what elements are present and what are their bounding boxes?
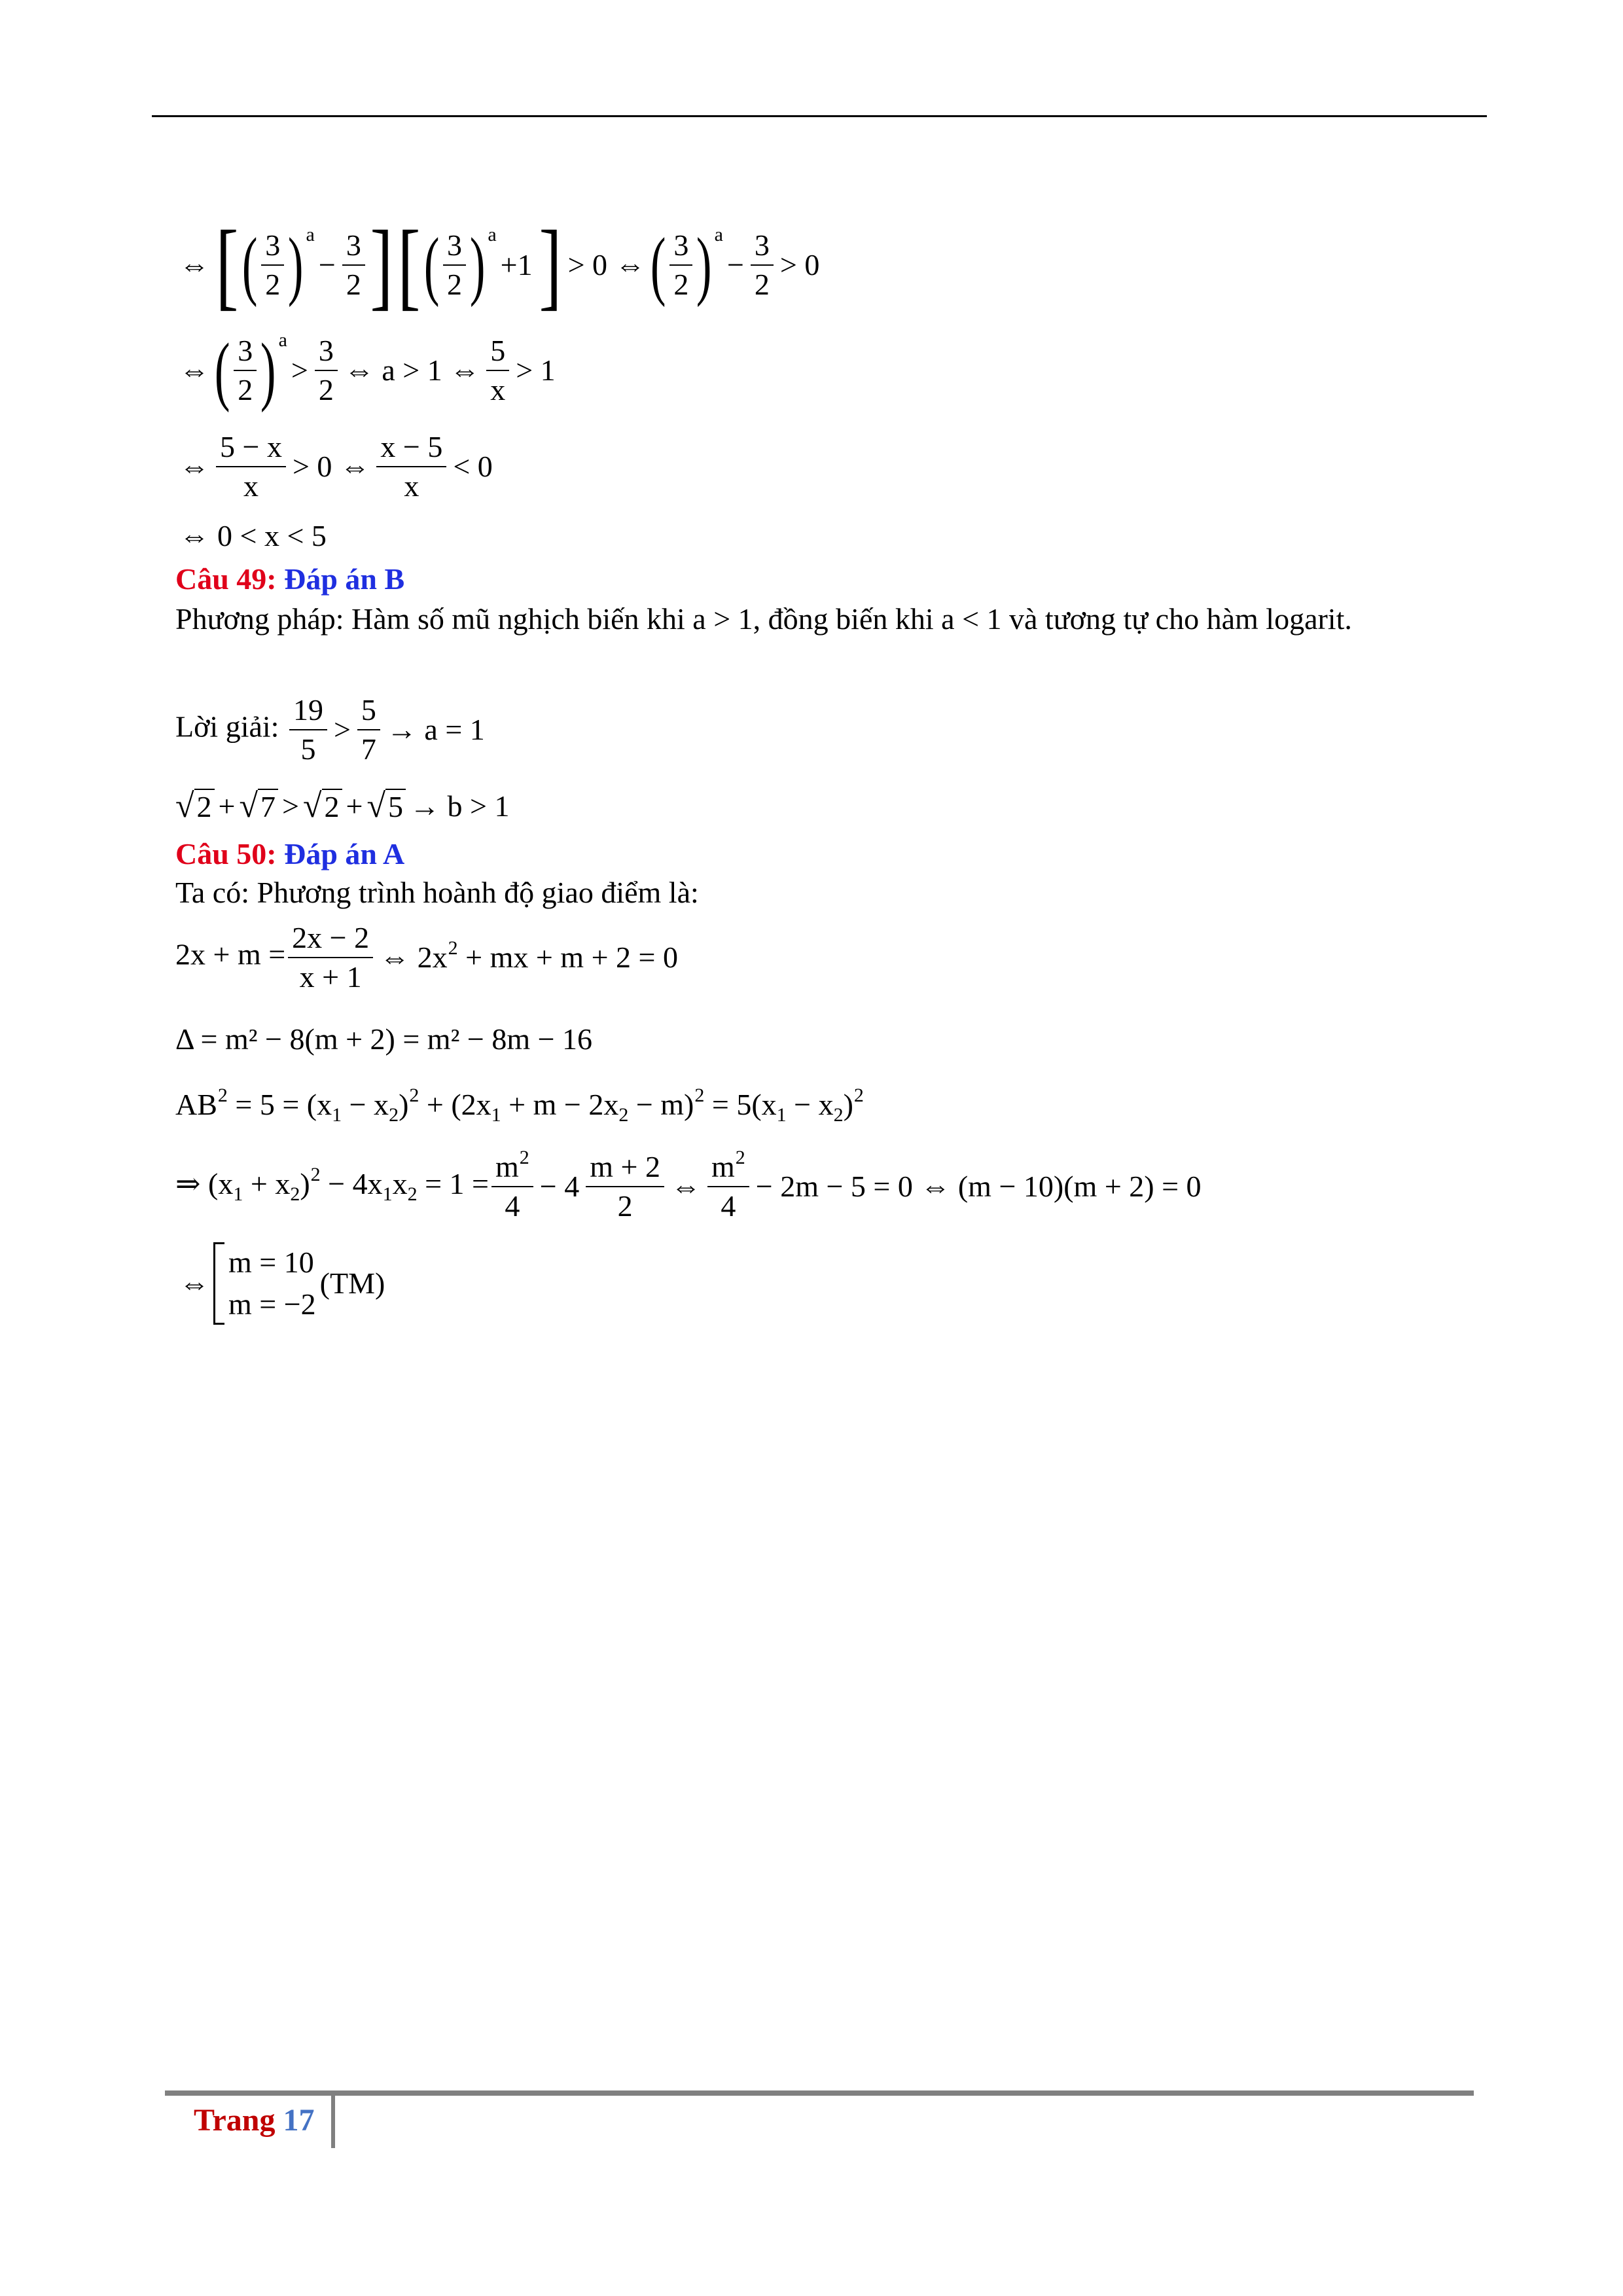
q49-answer: Đáp án B <box>284 562 405 596</box>
q50-equation-3: ⇒ $(x_1 + x_2)^2 - 4x_1x_2 = 1$ = $\frac{m^2}{4}$ − 4 $\frac{m + 2}{2}$ ⇔ $\frac{m^2}{4}$ − 2m − 5 = 0 ⇔ (m − 10)(m + 2) = 0 <box>175 1147 1202 1223</box>
q50-equation-1: 2x + m = $\frac{2x - 2}{x + 1}$ ⇔ $2x^2$ + mx + m + 2 = 0 <box>175 921 678 994</box>
q50-intro: Ta có: Phương trình hoành độ giao điểm là: <box>175 876 699 909</box>
q50-delta: Δ = m² − 8(m + 2) = m² − 8m − 16 <box>175 1022 593 1056</box>
line3-mid: > 0 <box>292 450 332 483</box>
equation-line-3: ⇔ $\frac{5 - x}{x}$ > 0 ⇔ $\frac{x - 5}{x}$ < 0 <box>179 430 493 503</box>
q49-solution-line-2: √2 + √7 > √2 + √5 → b > 1 <box>175 787 510 825</box>
q49-solution-label: Lời giải: <box>175 709 279 744</box>
q50-solution-system: ⇔ m = 10 m = −2 (TM) <box>175 1242 389 1325</box>
page-footer <box>194 2102 314 2138</box>
equation-line-1: ⇔[( $\frac{3}{2}$ ) $^a$− $\frac{3}{2}$ ][( $\frac{3}{2}$ ) $^a$+1] > 0 ⇔( $\frac{3}{2}$ ) $^a$− $\frac{3}{2}$ > 0 <box>179 211 820 319</box>
footer-word: Trang <box>194 2103 276 2138</box>
page-number: 17 <box>283 2103 315 2138</box>
q49-result-a: → a = 1 <box>386 713 485 746</box>
top-rule <box>152 115 1487 117</box>
equation-line-4: ⇔ 0 < x < 5 <box>179 519 327 553</box>
q49-method: Phương pháp: Hàm số mũ nghịch biến khi a > 1, đồng biến khi a < 1 và tương tự cho hàm logarit. <box>175 602 1352 636</box>
q50-equation-2: $AB^2 = 5 = (x_1 - x_2)^2 + (2x_1 + m - 2x_2 - m)^2 = 5(x_1 - x_2)^2$ <box>175 1085 864 1126</box>
q49-result-b: → b > 1 <box>410 789 510 823</box>
line4-text: 0 < x < 5 <box>217 519 327 553</box>
line2-tail: > 1 <box>516 353 556 387</box>
q50-solution-2: m = −2 <box>228 1287 316 1321</box>
q50-tm: (TM) <box>319 1266 385 1300</box>
equation-line-2: ⇔( $\frac{3}{2}$ ) $^a$> $\frac{3}{2}$ ⇔ a > 1 ⇔ $\frac{5}{x}$ > 1 <box>179 327 556 414</box>
line1-tail: > 0 <box>779 248 820 281</box>
q50-heading <box>175 836 404 871</box>
line3-tail: < 0 <box>453 450 493 483</box>
q50-solution-1: m = 10 <box>228 1246 314 1279</box>
q49-heading <box>175 562 404 596</box>
system-bracket <box>213 1242 224 1325</box>
footer-rule <box>165 2090 1474 2096</box>
footer-divider <box>331 2090 335 2148</box>
q49-solution-line-1: Lời giải: $\frac{19}{5}$ > $\frac{5}{7}$ → a = 1 <box>175 693 485 766</box>
q50-answer: Đáp án A <box>284 837 405 870</box>
q49-label: Câu 49: <box>175 562 277 596</box>
q50-label: Câu 50: <box>175 837 277 870</box>
